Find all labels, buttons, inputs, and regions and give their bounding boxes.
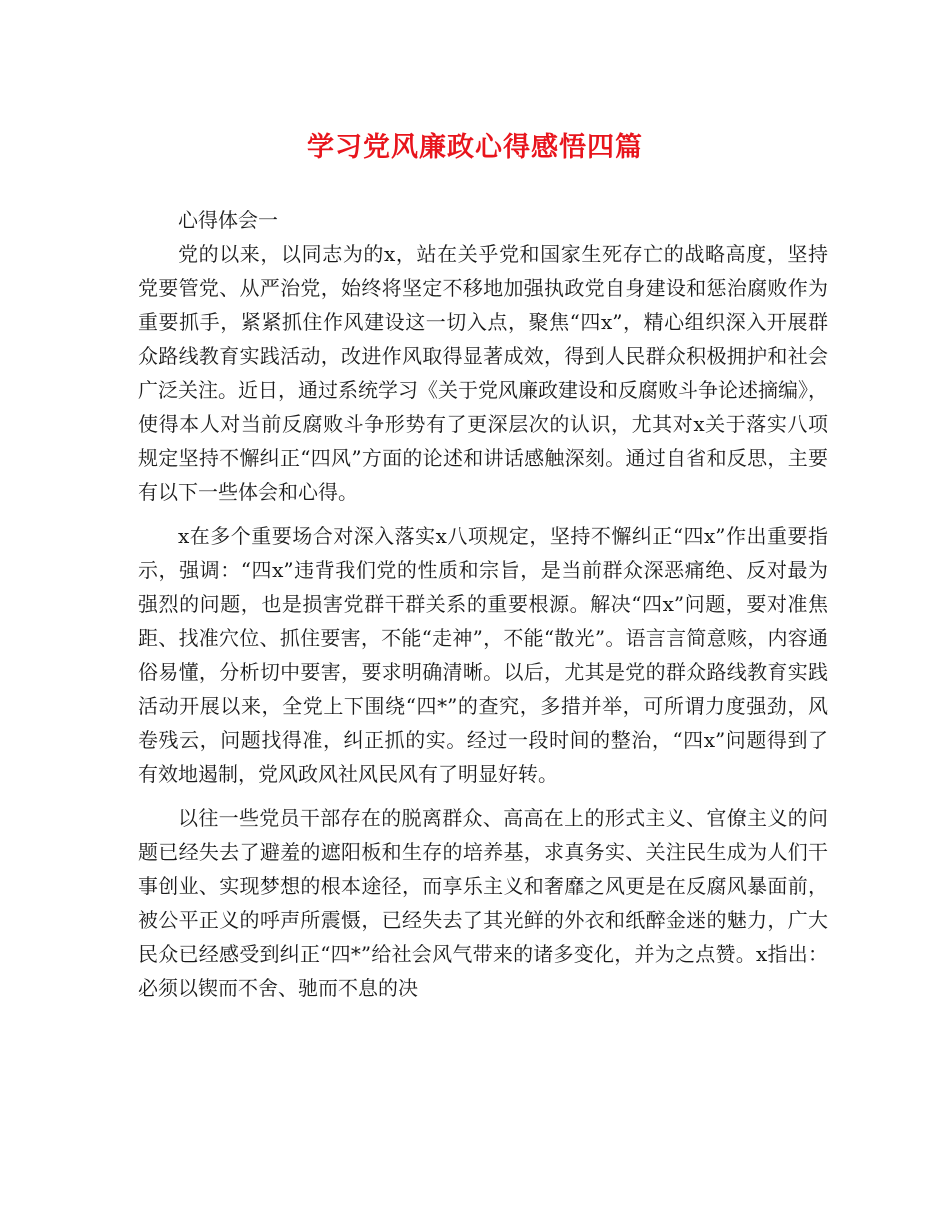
section-heading: 心得体会一 [178, 208, 278, 232]
document-body [138, 203, 828, 1005]
paragraph-2: x在多个重要场合对深入落实x八项规定，坚持不懈纠正“四x”作出重要指示，强调：“四x”违背我们党的性质和宗旨，是当前群众深恶痛绝、反对最为强烈的问题，也是损害党群干群关系的重要根源。解决“四x”问题，要对准焦距、找准穴位、抓住要害，不能“走神”，不能“散光”。语言言简意赅，内容通俗易懂，分析切中要害，要求明确清晰。以后，尤其是党的群众路线教育实践活动开展以来，全党上下围绕“四*”的查究，多措并举，可所谓力度强劲，风卷残云，问题找得准，纠正抓的实。经过一段时间的整治，“四x”问题得到了有效地遏制，党风政风社风民风有了明显好转。 [138, 524, 828, 786]
paragraph-1: 党的以来，以同志为的x，站在关乎党和国家生死存亡的战略高度，坚持党要管党、从严治党，始终将坚定不移地加强执政党自身建设和惩治腐败作为重要抓手，紧紧抓住作风建设这一切入点，聚焦“四x”，精心组织深入开展群众路线教育实践活动，改进作风取得显著成效，得到人民群众积极拥护和社会广泛关注。近日，通过系统学习《关于党风廉政建设和反腐败斗争论述摘编》，使得本人对当前反腐败斗争形势有了更深层次的认识，尤其对x关于落实八项规定坚持不懈纠正“四风”方面的论述和讲话感触深刻。通过自省和反思，主要有以下一些体会和心得。 [138, 242, 828, 504]
paragraph-3: 以往一些党员干部存在的脱离群众、高高在上的形式主义、官僚主义的问题已经失去了避羞的遮阳板和生存的培养基，求真务实、关注民生成为人们干事创业、实现梦想的根本途径，而享乐主义和奢靡之风更是在反腐风暴面前，被公平正义的呼声所震慑，已经失去了其光鲜的外衣和纸醉金迷的魅力，广大民众已经感受到纠正“四*”给社会风气带来的诸多变化，并为之点赞。x指出：必须以锲而不舍、驰而不息的决 [138, 806, 828, 1000]
document-title: 学习党风廉政心得感悟四篇 [307, 132, 643, 163]
